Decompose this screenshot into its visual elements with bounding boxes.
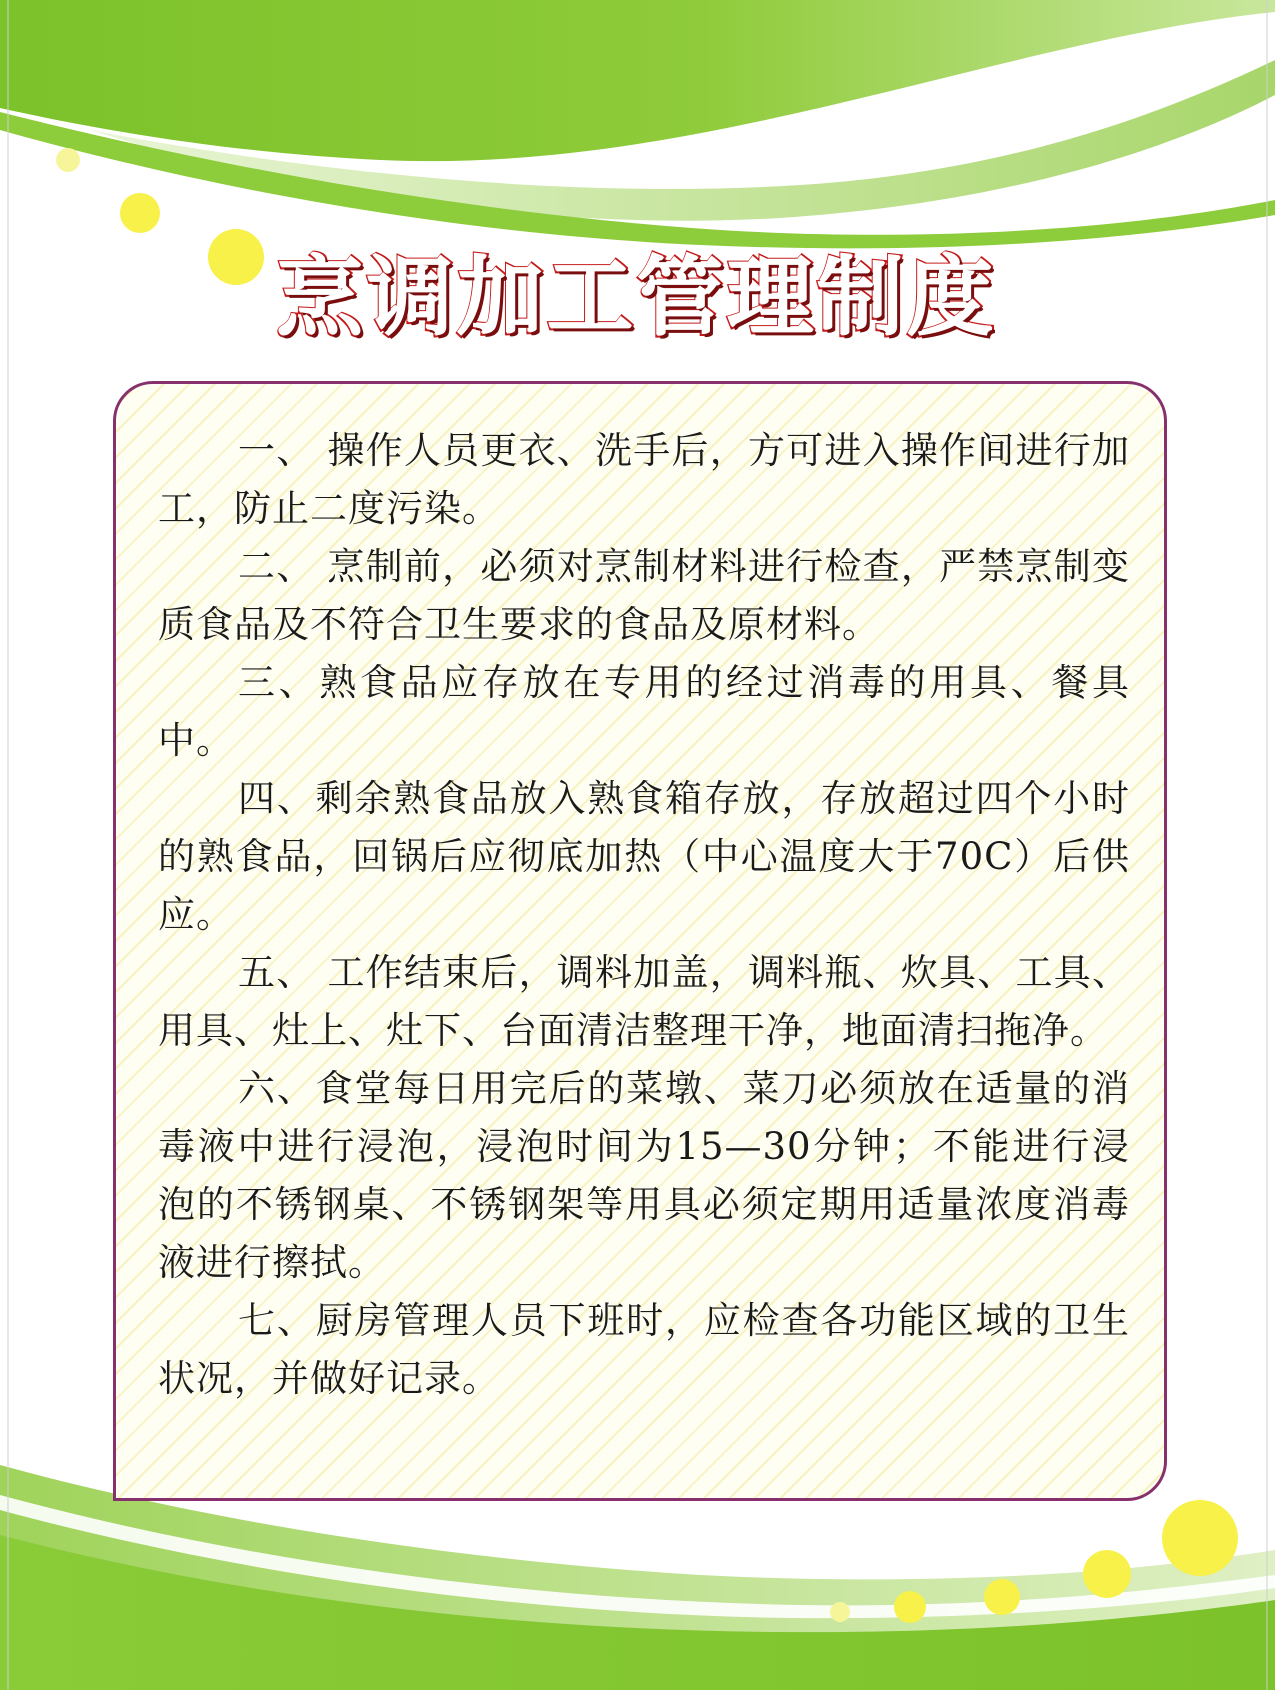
top-green-swoosh (0, 0, 1275, 260)
rule-item: 六、食堂每日用完后的菜墩、菜刀必须放在适量的消毒液中进行浸泡，浸泡时间为15—30分钟；不能进行浸泡的不锈钢桌、不锈钢架等用具必须定期用适量浓度消毒液进行擦拭。 (158, 1067, 1130, 1284)
dot (894, 1591, 926, 1623)
rules-list (158, 422, 1130, 1408)
dot (984, 1579, 1020, 1615)
rule-item: 七、厨房管理人员下班时，应检查各功能区域的卫生状况，并做好记录。 (158, 1299, 1130, 1400)
dot (830, 1602, 850, 1622)
dot (1162, 1500, 1238, 1576)
page-title: 烹调加工管理制度 (277, 248, 998, 348)
dot (1083, 1550, 1131, 1598)
rules-panel (113, 381, 1167, 1501)
rule-item: 四、剩余熟食品放入熟食箱存放，存放超过四个小时的熟食品，回锅后应彻底加热（中心温度大于70C）后供应。 (158, 777, 1130, 936)
rule-item: 一、 操作人员更衣、洗手后，方可进入操作间进行加工，防止二度污染。 (158, 429, 1130, 530)
rule-item: 五、 工作结束后，调料加盖，调料瓶、炊具、工具、用具、灶上、灶下、台面清洁整理干净，地面清扫拖净。 (158, 951, 1130, 1052)
rule-item: 二、 烹制前，必须对烹制材料进行检查，严禁烹制变质食品及不符合卫生要求的食品及原材料。 (158, 545, 1130, 646)
rule-item: 三、熟食品应存放在专用的经过消毒的用具、餐具中。 (158, 661, 1130, 762)
